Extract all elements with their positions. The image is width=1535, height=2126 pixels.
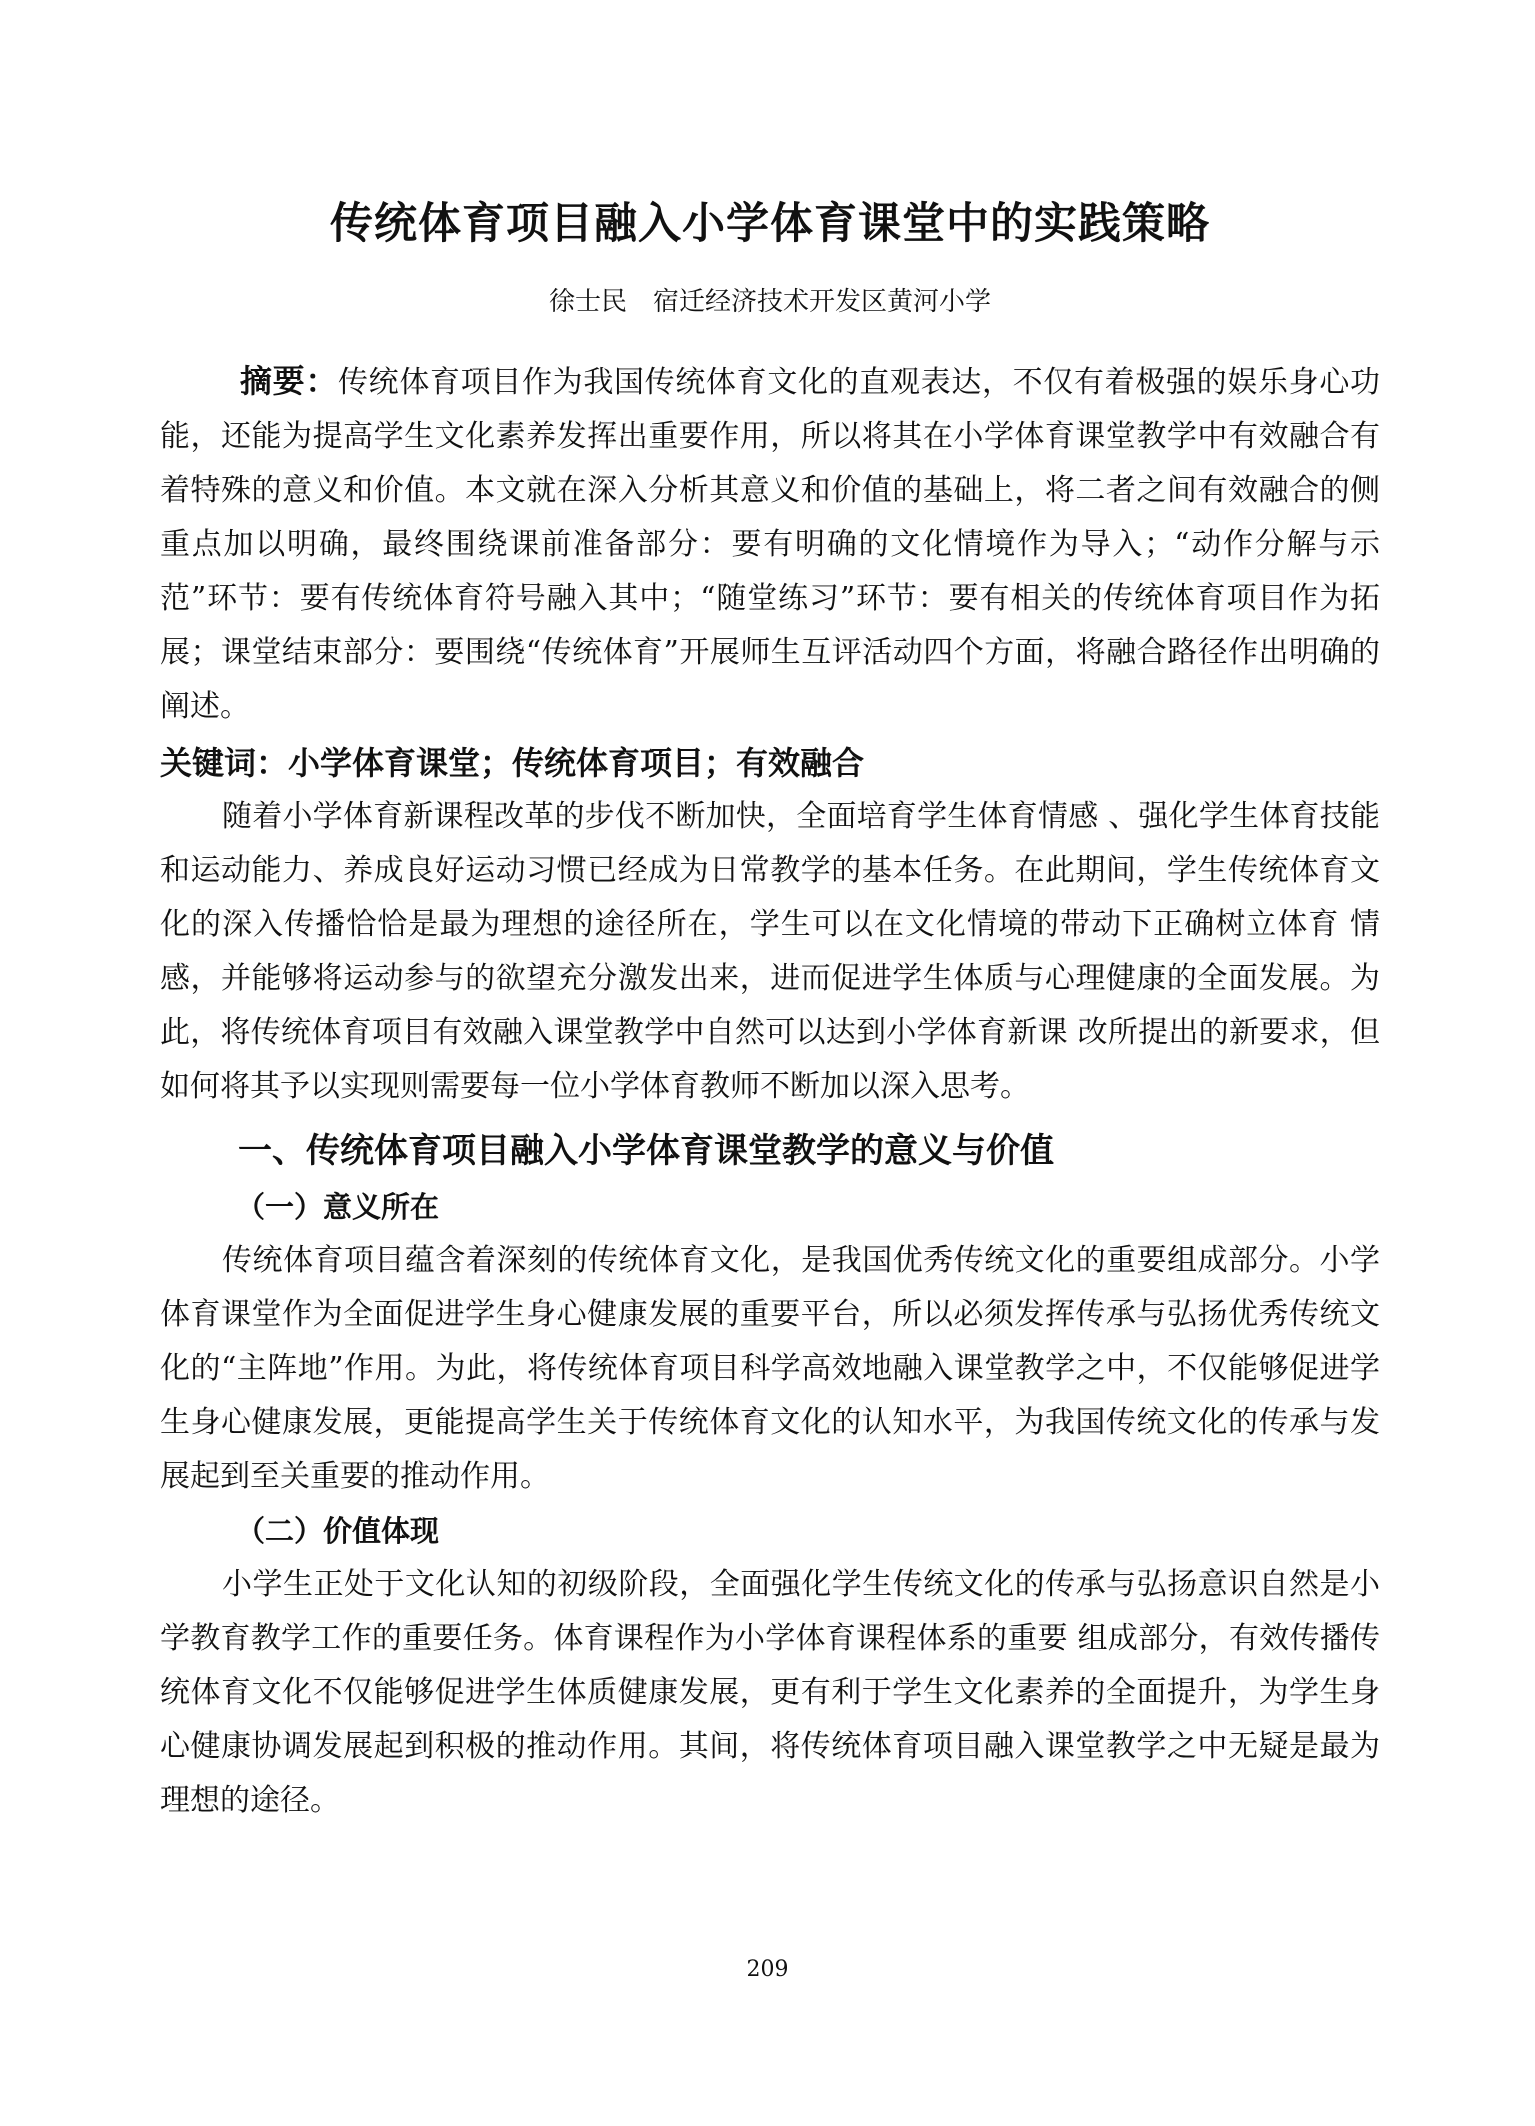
abstract-label: 摘要：	[240, 362, 338, 400]
abstract	[160, 354, 1380, 734]
keywords: 关键词：小学体育课堂；传统体育项目；有效融合	[160, 744, 865, 782]
subsection-heading-meaning: （一）意义所在	[236, 1190, 440, 1224]
section-heading: 一、传统体育项目融入小学体育课堂教学的意义与价值	[238, 1131, 1054, 1171]
meaning-paragraph: 传统体育项目蕴含着深刻的传统体育文化，是我国优秀传统文化的重要组成部分。小学体育课堂作为全面促进学生身心健康发展的重要平台，所以必须发挥传承与弘扬优秀传统文化的“主阵地”作用。为此，将传统体育项目科学高效地融入课堂教学之中，不仅能够促进学生身心健康发展，更能提高学生关于传统体育文化的认知水平，为我国传统文化的传承与发展起到至关重要的推动作用。	[160, 1243, 1380, 1494]
paper-title: 传统体育项目融入小学体育课堂中的实践策略	[330, 199, 1210, 249]
intro-paragraph: 随着小学体育新课程改革的步伐不断加快，全面培育学生体育情感 、强化学生体育技能和运动能力、养成良好运动习惯已经成为日常教学的基本任务。在此期间，学生传统体育文化的深入传播恰恰是最为理想的途径所在，学生可以在文化情境的带动下正确树立体育 情感，并能够将运动参与的欲望充分激发出来，进而促进学生体质与心理健康的全面发展。为此，将传统体育项目有效融入课堂教学中自然可以达到小学体育新课 改所提出的新要求，但如何将其予以实现则需要每一位小学体育教师不断加以深入思考。	[160, 799, 1380, 1104]
author-affiliation: 徐士民 宿迁经济技术开发区黄河小学	[548, 287, 991, 317]
subsection-heading-value: （二）价值体现	[236, 1514, 440, 1548]
page-number: 209	[746, 1957, 789, 1982]
value-paragraph: 小学生正处于文化认知的初级阶段，全面强化学生传统文化的传承与弘扬意识自然是小学教育教学工作的重要任务。体育课程作为小学体育课程体系的重要 组成部分，有效传播传统体育文化不仅能够促进学生体质健康发展，更有利于学生文化素养的全面提升，为学生身心健康协调发展起到积极的推动作用。其间，将传统体育项目融入课堂教学之中无疑是最为理想的途径。	[160, 1567, 1380, 1818]
abstract-text: 传统体育项目作为我国传统体育文化的直观表达，不仅有着极强的娱乐身心功能，还能为提高学生文化素养发挥出重要作用，所以将其在小学体育课堂教学中有效融合有着特殊的意义和价值。本文就在深入分析其意义和价值的基础上，将二者之间有效融合的侧重点加以明确，最终围绕课前准备部分：要有明确的文化情境作为导入；“动作分解与示范”环节：要有传统体育符号融入其中；“随堂练习”环节：要有相关的传统体育项目作为拓展；课堂结束部分：要围绕“传统体育”开展师生互评活动四个方面，将融合路径作出明确的阐述。	[160, 365, 1380, 724]
